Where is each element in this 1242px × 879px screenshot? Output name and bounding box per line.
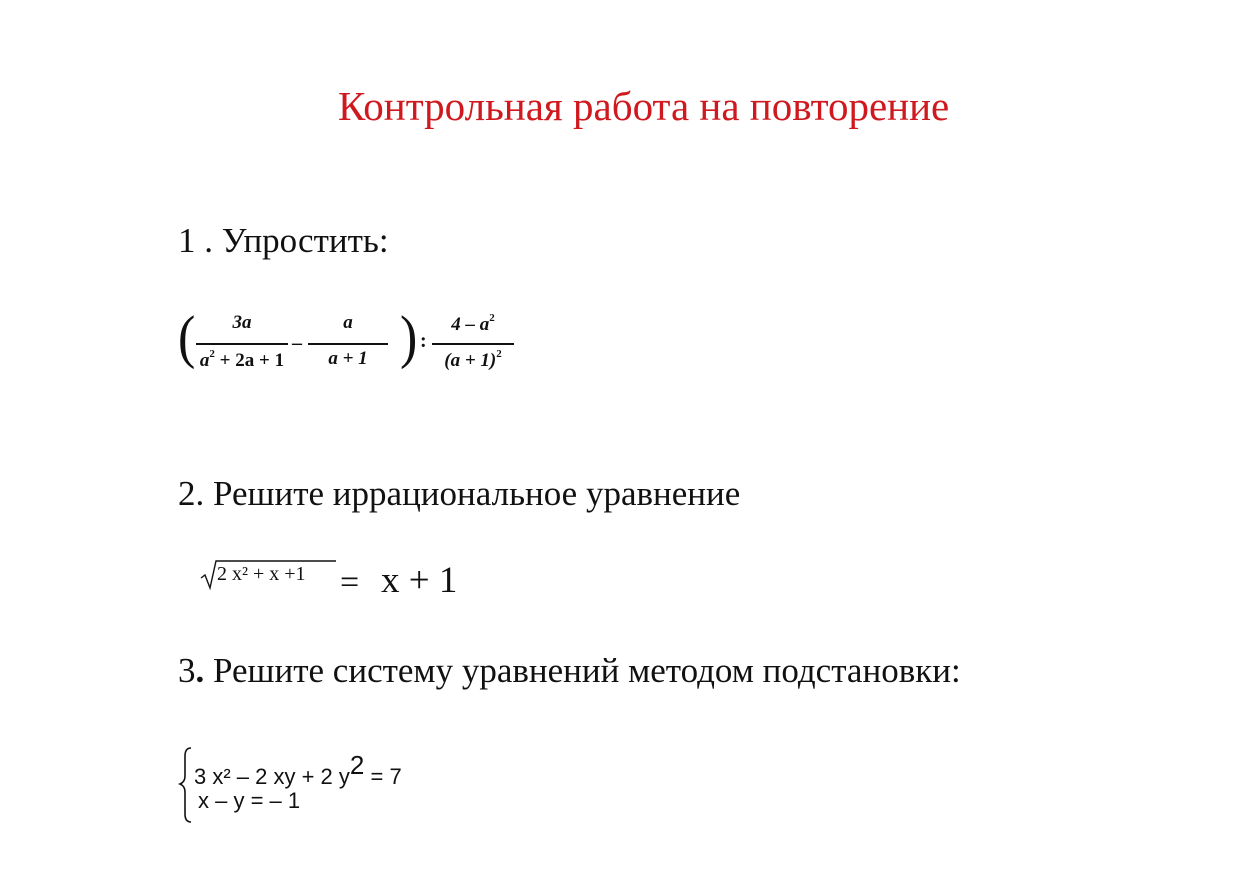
fraction-3a [196, 312, 288, 382]
task-2-label: 2. Решите иррациональное уравнение [178, 474, 741, 513]
task-3-text: Решите систему уравнений методом подстановки: [204, 651, 961, 690]
fraction-numerator: $4 - a^2$ [451, 312, 495, 335]
right-hand-side: x + 1 [381, 560, 458, 601]
equation-system [176, 744, 436, 826]
task-1-label: 1 . Упростить: [178, 221, 389, 260]
fraction-numerator: a [343, 312, 353, 333]
fraction-bar [196, 343, 288, 345]
fraction-denominator: $a^2 + 2a + 1$ [199, 348, 285, 371]
irrational-equation [200, 558, 480, 603]
curly-brace-icon [176, 744, 194, 824]
colon-sign: : [420, 330, 427, 352]
fraction-denominator: $(a + 1)^2$ [444, 348, 502, 371]
minus-sign: – [292, 332, 302, 354]
fraction-numerator: 3a [232, 312, 252, 333]
radicand: 2 x² + x +1 [217, 563, 306, 585]
left-paren: ( [178, 304, 196, 371]
task-3-number: 3 [178, 651, 196, 690]
system-equation-1: 3 x² – 2 xy + 2 y2 = 7 [194, 750, 402, 789]
right-paren: ) [400, 304, 418, 371]
equals-sign: = [340, 564, 360, 601]
fraction-a [308, 312, 388, 382]
fraction-4-minus-a2 [432, 312, 514, 384]
simplify-expression [176, 306, 521, 386]
page-title: Контрольная работа на повторение [338, 83, 950, 129]
fraction-bar [432, 343, 514, 345]
fraction-bar [308, 343, 388, 345]
system-equation-2: x – y = – 1 [198, 788, 301, 813]
task-3-dot: . [195, 651, 205, 690]
task-3-label [178, 651, 961, 691]
fraction-denominator: a + 1 [328, 348, 368, 369]
